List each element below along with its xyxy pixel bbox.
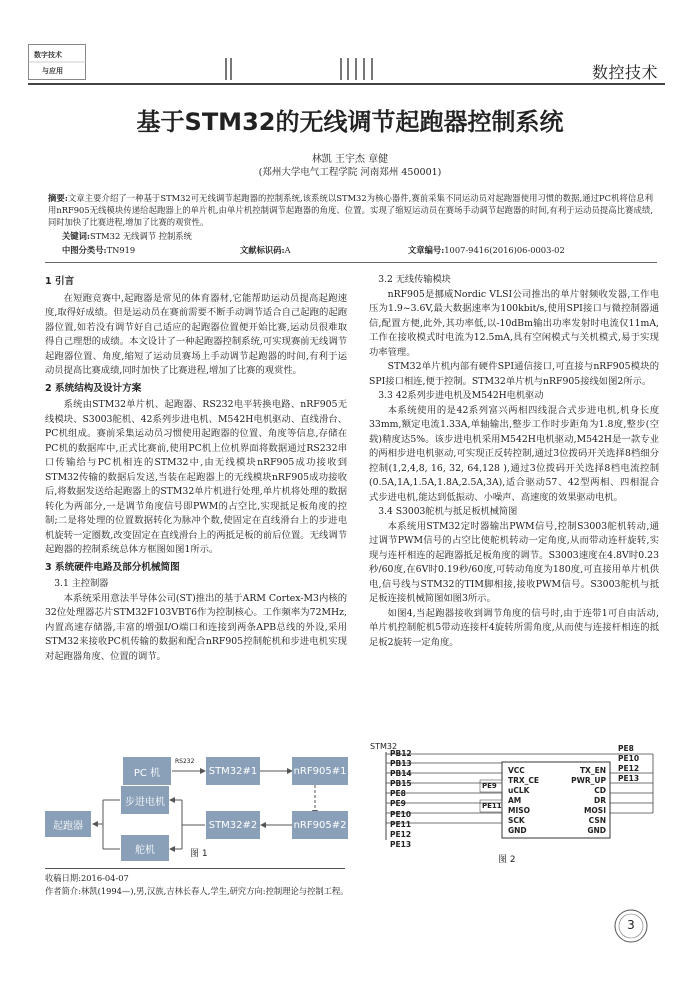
stm32-label: STM32 <box>370 742 398 751</box>
label-rs232: RS232 <box>175 758 195 765</box>
node-starting-block: 起跑器 <box>45 811 91 837</box>
figure-1-block-diagram <box>45 738 350 860</box>
page-number-badge <box>614 909 648 943</box>
left-column <box>45 272 347 664</box>
abstract-text: 文章主要介绍了一种基于STM32可无线调节起跑器的控制系统,该系统以STM32为核心器件,赛前采集不同运动员对起跑器使用习惯的数据,通过PC机将信息利用nRF905无线模块传递给起跑器上的单片机,由单片机控制调节起跑器的角度、位置。实现了缩短运动员在赛场手动调节起跑器的时间,有利于运动员提高比赛成绩,同时加快了比赛进程,增加了比赛的观赏性。 <box>48 193 653 227</box>
logo-line1: 数字技术 <box>34 51 62 59</box>
figure-2-wiring-diagram <box>368 742 668 852</box>
paragraph: 在短跑竞赛中,起跑器是常见的体育器材,它能帮助运动员提高起跑速度,取得好成绩。但是运动员在赛前需要不断手动调节适合自己起跑的起跑器位置,如若没有调节好自己适应的起跑器位置便开始比赛,运动员很难取得自己理想的成绩。本文设计了一种起跑器控制系统,可实现赛前无线调节起跑器位置、角度,缩短了运动员赛场上手动调节起跑器的时间,有利于运动员提高比赛成绩,同时加快了比赛进程,增加了比赛的观赏性。 <box>45 292 347 376</box>
nrf905-right-pins: TX_EN PWR_UP CD DR MOSI CSN GND <box>571 766 606 835</box>
paragraph: 本系统用STM32定时器输出PWM信号,控制S3003舵机转动,通过调节PWM信号的占空比使舵机转动一定角度,从而带动连杆旋转,实现与连杆相连的起跑器抵足板角度的调节。S3003速度在4.8V时0.23秒/60度,在6V时0.19秒/60度,可转动角度为180度,可直接用单片机供电,信号线与STM32的TIM脚相接,接收PWM信号。S3003舵机与抵足板连接机械简图如图3所示。 <box>369 520 659 604</box>
paragraph: 系统由STM32单片机、起跑器、RS232电平转换电路、nRF905无线模块、S3003舵机、42系列步进电机、M542H电机驱动、直线滑台、PC机组成。赛前采集运动员习惯使用起跑器的位置、角度等信息,存储在PC机的数据库中,正式比赛前,使用PC机上位机界面将数据通过RS232串口传输给与PC机相连的STM32中,由无线模块nRF905成功接收到STM32传输的数据后发送,当装在起跑器上的无线模块nRF905成功接收后,将数据发送给起跑器上的STM32单片机进行处理,单片机将处理的数据转化为两部分,一是调节角度信号即PWM的占空比,实现抵足板角度的控制;二是将处理的位置数据转化为脉冲个数,使固定在直线滑台上的步进电机旋转一定圈数,改变固定在直线滑台上的两抵足板的前后位置。无线调节起跑器的控制系统总体方框图如图1所示。 <box>45 399 347 555</box>
subheading: 3.4 S3003舵机与抵足板机械简图 <box>378 506 518 517</box>
paragraph: 本系统采用意法半导体公司(ST)推出的基于ARM Cortex-M3内核的32位处理器芯片STM32F103VBT6作为控制核心。工作频率为72MHz,内置高速存储器,丰富的增强I/O端口和连接到两条APB总线的外设,采用STM32来接收PC机传输的数据和配合nRF905控制舵机和步进电机实现对起跑器角度、位置的调节。 <box>45 592 347 662</box>
journal-logo <box>28 44 86 80</box>
figure-2-caption: 图 2 <box>498 855 516 865</box>
affiliation: (郑州大学电气工程学院 河南郑州 450001) <box>258 167 442 178</box>
heading-intro: 1 引言 <box>45 276 75 287</box>
footnote-divider <box>45 868 345 869</box>
abstract-label: 摘要: <box>48 193 68 203</box>
figure-1-caption: 图 1 <box>190 849 208 859</box>
author-bio: 作者简介:林凯(1994—),男,汉族,吉林长春人,学生,研究方向:控制理论与控制工程。 <box>45 886 349 896</box>
paper-title: 基于STM32的无线调节起跑器控制系统 <box>136 108 564 136</box>
paragraph: 本系统使用的是42系列富兴两相四线混合式步进电机,机身长度33mm,额定电流1.33A,单轴输出,整步工作时步距角为1.8度,整步(空载)精度达5%。该步进电机采用M542H电机驱动,M542H是一款专业的两相步进电机驱动,可实现正反转控制,通过3位拨码开关选择8档细分控制(1,2,4,8, 16, 32, 64,128 ),通过3位拨码开关选择8档电流控制(0.5A,1A,1.5A,1.8A,2.5A,3A),适合驱动57、42型两相、四相混合式步进电机,能达到低振动、小噪声、高速度的效果驱动电机。 <box>369 404 659 503</box>
abstract <box>48 192 653 228</box>
keywords <box>62 230 652 242</box>
node-stm32-2: STM32#2 <box>206 811 260 839</box>
right-column <box>369 273 659 650</box>
node-nrf905-1: nRF905#1 <box>292 757 348 785</box>
node-servo: 舵机 <box>121 835 169 861</box>
logo-line2: 与应用 <box>42 67 63 75</box>
right-pin-list: PE8 PE10 PE12 PE13 <box>618 744 640 783</box>
node-stepper-motor: 步进电机 <box>121 786 169 814</box>
class-number: 中图分类号:TN919 <box>62 245 136 255</box>
authors: 林凯 王宇杰 章健 <box>311 154 389 165</box>
stm32-pin-list: PB12 PB13 PB14 PB15 PE8 PE9 PE10 PE11 PE12 PE13 <box>390 749 412 849</box>
node-pc: PC 机 <box>123 757 171 785</box>
paragraph: 如图4,当起跑器接收到调节角度的信号时,由于连带1可自由活动,单片机控制舵机5带动连接杆4旋转所需角度,从而使与连接杆相连的抵足板2旋转一定角度。 <box>369 607 659 648</box>
section-name: 数控技术 <box>591 63 658 82</box>
keywords-text: STM32 无线调节 控制系统 <box>89 231 192 241</box>
heading-hardware: 3 系统硬件电路及部分机械简图 <box>45 561 180 573</box>
paragraph: STM32单片机内部有硬件SPI通信接口,可直接与nRF905模块的SPI接口相连,便于控制。STM32单片机与nRF905接线如图2所示。 <box>369 361 659 387</box>
node-nrf905-2: nRF905#2 <box>292 811 348 839</box>
subheading: 3.2 无线传输模块 <box>378 274 451 285</box>
pin-label: PE9 <box>482 782 497 790</box>
received-date: 收稿日期:2016-04-07 <box>45 873 129 883</box>
subheading: 3.1 主控制器 <box>54 578 109 589</box>
nrf905-left-pins: VCC TRX_CE uCLK AM MISO SCK GND <box>508 766 540 835</box>
subheading: 3.3 42系列步进电机及M542H电机驱动 <box>378 390 544 401</box>
node-stm32-1: STM32#1 <box>206 757 260 785</box>
heading-structure: 2 系统结构及设计方案 <box>45 382 142 394</box>
article-number: 文章编号:1007-9416(2016)06-0003-02 <box>408 245 565 255</box>
pin-label: PE11 <box>482 802 502 810</box>
keywords-label: 关键词: <box>62 231 90 241</box>
doc-code: 文献标识码:A <box>240 245 291 255</box>
paragraph: nRF905是挪威Nordic VLSI公司推出的单片射频收发器,工作电压为1.9~3.6V,最大数据速率为100kbit/s,使用SPI接口与微控制器通信,配置方便,此外,其功率低,以-10dBm输出功率发射时电流仅11mA,工作在接收模式时电流为12.5mA,具有空闲模式与关机模式,易于实现功率管理。 <box>369 288 659 358</box>
page-number: 3 <box>627 918 635 932</box>
header-divider <box>28 83 665 85</box>
abstract-divider <box>45 262 657 263</box>
